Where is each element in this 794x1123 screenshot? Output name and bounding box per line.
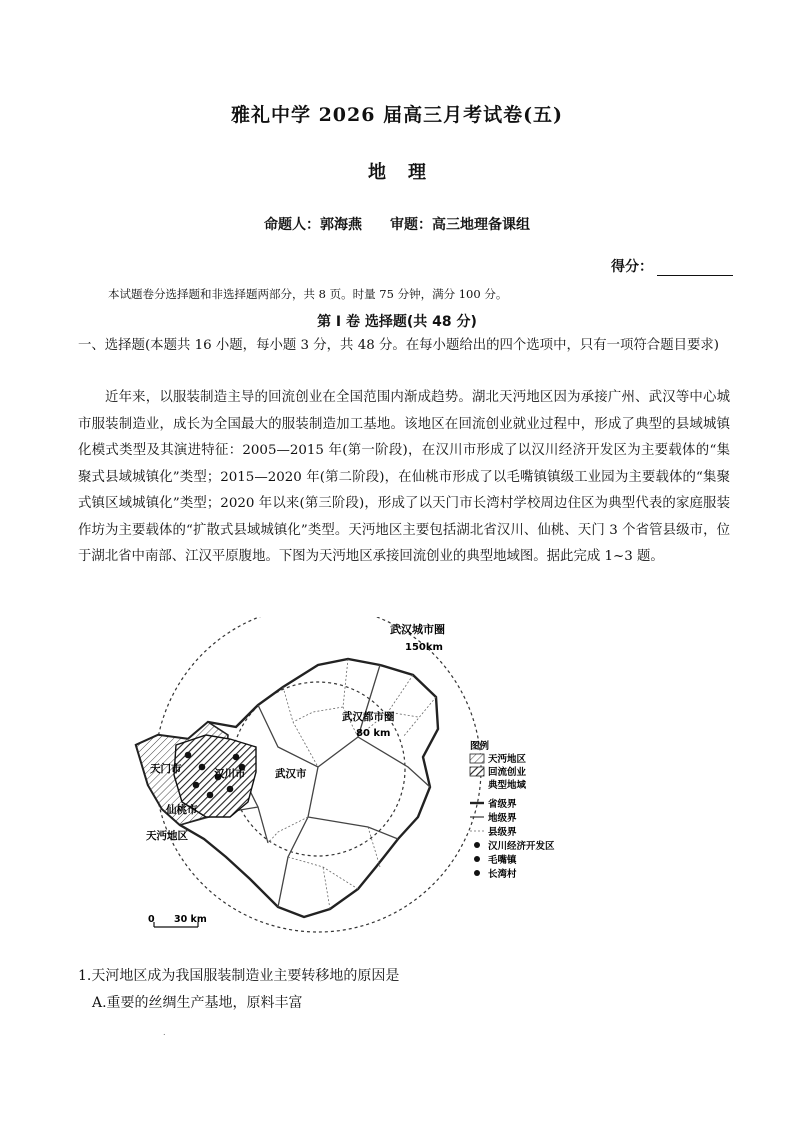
legend-item-changwan: 长湾村 (488, 869, 517, 880)
outer-ring-label: 武汉城市圈 (390, 623, 445, 636)
tianmian-region-map (118, 617, 573, 937)
map-legend (470, 740, 555, 880)
author-line (0, 214, 794, 234)
city-wuhan: 武汉市 (275, 768, 307, 780)
stray-mark: . (163, 1028, 166, 1037)
subject-title: 地理 (368, 162, 448, 183)
exam-notice: 本试题卷分选择题和非选择题两部分，共 8 页。时量 75 分钟，满分 100 分。 (108, 287, 508, 301)
score-field (611, 256, 733, 276)
inner-ring-label: 武汉都市圈 (342, 711, 395, 723)
question-1-stem: 1.天河地区成为我国服装制造业主要转移地的原因是 (78, 968, 400, 984)
section-title: 第 I 卷 选择题(共 48 分) (317, 314, 477, 330)
exam-title: 雅礼中学 2026 届高三月考试卷(五) (230, 104, 564, 126)
site-marker (227, 786, 234, 793)
question-1-option-a[interactable]: A.重要的丝绸生产基地，原料丰富 (92, 995, 303, 1011)
city-hanchuan: 汉川市 (214, 768, 246, 780)
scale-zero: 0 (148, 914, 155, 925)
site-marker (193, 782, 200, 789)
legend-title: 图例 (470, 741, 490, 752)
site-marker (185, 752, 192, 759)
legend-item-tianmian: 天沔地区 (488, 754, 527, 765)
region-label: 天沔地区 (146, 830, 188, 842)
legend-item-return: 回流创业 (488, 767, 527, 778)
city-tianmen: 天门市 (150, 763, 182, 775)
scale-bar (148, 914, 207, 927)
scale-value: 30 km (174, 914, 207, 925)
legend-item-devzone: 汉川经济开发区 (488, 841, 555, 852)
legend-item-prefecture: 地级界 (488, 813, 517, 824)
legend-item-county: 县级界 (488, 827, 517, 838)
outer-ring-radius: 150km (405, 642, 443, 653)
score-label: 得分： (611, 259, 653, 275)
reading-passage: 近年来，以服装制造主导的回流创业在全国范围内渐成趋势。湖北天沔地区因为承接广州、武汉等中心城市服装制造业，成长为全国最大的服装制造加工基地。该地区在回流创业就业过程中，形成了典型的县域城镇化模式类型及其演进特征：2005—2015 年(第一阶段)，在汉川市形成了以汉川经济开发区为主要载体的“集聚式县域城镇化”类型；2015—2020 年(第二阶段)，在仙桃市形成了以毛嘴镇镇级工业园为主要载体的“集聚式镇区域城镇化”类型；2020 年以来(第三阶段)，形成了以天门市长湾村学校周边住区为典型代表的家庭服装作坊为主要载体的“扩散式县域城镇化”类型。天沔地区主要包括湖北省汉川、仙桃、天门 3 个省管县级市，位于湖北省中南部、江汉平原腹地。下图为天沔地区承接回流创业的典型地域图。据此完成 1~3 题。 (78, 390, 730, 564)
score-blank[interactable] (657, 261, 733, 276)
legend-item-typical: 典型地域 (488, 780, 527, 791)
city-xiantao: 仙桃市 (166, 804, 198, 816)
site-marker (233, 754, 240, 761)
section-instructions: 一、选择题(本题共 16 小题，每小题 3 分，共 48 分。在每小题给出的四个选项中，只有一项符合题目要求) (78, 338, 719, 353)
site-marker (207, 792, 214, 799)
site-marker (199, 764, 206, 771)
inner-ring-radius: 80 km (356, 728, 391, 739)
legend-item-province: 省级界 (488, 799, 517, 810)
legend-item-maozui: 毛嘴镇 (488, 855, 517, 866)
author-label: 命题人：郭海燕 (264, 217, 362, 233)
reviewer-label: 审题：高三地理备课组 (390, 217, 530, 233)
